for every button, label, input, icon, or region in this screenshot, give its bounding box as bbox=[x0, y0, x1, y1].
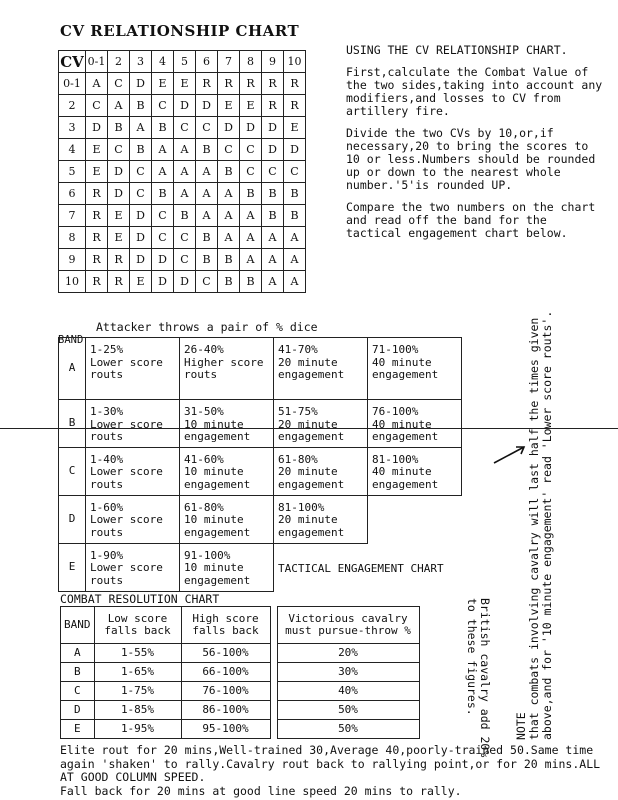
resolution-header: Low score falls back bbox=[94, 607, 181, 644]
resolution-caption: COMBAT RESOLUTION CHART bbox=[60, 592, 220, 606]
cv-row bbox=[59, 95, 306, 117]
resolution-cell: 56-100% bbox=[181, 644, 270, 663]
engagement-cell-line: 81-100% bbox=[372, 452, 419, 466]
engagement-cell-line: engagement bbox=[184, 525, 251, 539]
cv-cell: R bbox=[262, 73, 284, 95]
engagement-row bbox=[59, 543, 462, 591]
engagement-cell-line: engagement bbox=[372, 430, 439, 443]
cv-cell: R bbox=[86, 205, 108, 227]
engagement-cell bbox=[180, 543, 274, 591]
engagement-cell bbox=[86, 338, 180, 400]
cv-cell: B bbox=[174, 205, 196, 227]
cv-column-header: 7 bbox=[218, 51, 240, 73]
resolution-cell: 1-55% bbox=[94, 644, 181, 663]
cv-cell: D bbox=[152, 249, 174, 271]
engagement-cell-line: routs bbox=[90, 573, 124, 587]
cv-cell: B bbox=[240, 183, 262, 205]
cv-column-header: 6 bbox=[196, 51, 218, 73]
engagement-cell-line: 76-100% bbox=[372, 405, 419, 418]
engagement-row bbox=[59, 338, 462, 400]
cv-column-header: 9 bbox=[262, 51, 284, 73]
resolution-cell: 1-85% bbox=[94, 701, 181, 720]
cv-cell: A bbox=[174, 183, 196, 205]
band-letter: C bbox=[59, 447, 86, 495]
cv-cell: A bbox=[262, 271, 284, 293]
engagement-chart-name: TACTICAL ENGAGEMENT CHART bbox=[278, 561, 444, 575]
cv-cell: B bbox=[152, 183, 174, 205]
engagement-cell bbox=[86, 447, 180, 495]
engagement-cell bbox=[86, 400, 180, 448]
engagement-cell bbox=[368, 447, 462, 495]
engagement-cell-line: 10 minute bbox=[184, 561, 244, 574]
band-letter: E bbox=[59, 543, 86, 591]
cv-cell: E bbox=[240, 95, 262, 117]
cv-cell: E bbox=[152, 73, 174, 95]
engagement-cell bbox=[274, 495, 368, 543]
cv-row bbox=[59, 73, 306, 95]
resolution-cell: 50% bbox=[277, 701, 419, 720]
cv-cell: B bbox=[218, 249, 240, 271]
engagement-cell-line: 1-90% bbox=[90, 548, 124, 562]
cv-cell: B bbox=[130, 139, 152, 161]
resolution-cell: 20% bbox=[277, 644, 419, 663]
engagement-cell bbox=[274, 400, 368, 448]
instruction-paragraph: Compare the two numbers on the chart and read off the band for the tactical engagement chart below. bbox=[346, 200, 596, 240]
engagement-cell bbox=[180, 338, 274, 400]
cv-column-header: 0-1 bbox=[86, 51, 108, 73]
engagement-caption: Attacker throws a pair of % dice bbox=[96, 320, 318, 334]
cv-cell: D bbox=[174, 95, 196, 117]
resolution-cell: 76-100% bbox=[181, 682, 270, 701]
cv-row bbox=[59, 227, 306, 249]
cv-cell: A bbox=[240, 249, 262, 271]
cv-cell: C bbox=[284, 161, 306, 183]
engagement-cell-line: engagement bbox=[372, 368, 439, 381]
cv-cell: A bbox=[196, 161, 218, 183]
engagement-cell-line: routs bbox=[90, 525, 124, 539]
cv-cell: B bbox=[108, 117, 130, 139]
cv-cell: B bbox=[218, 271, 240, 293]
cv-row bbox=[59, 117, 306, 139]
cv-cell: C bbox=[196, 117, 218, 139]
cv-cell: D bbox=[262, 117, 284, 139]
cv-cell: B bbox=[262, 205, 284, 227]
instruction-paragraph: USING THE CV RELATIONSHIP CHART. bbox=[346, 43, 568, 57]
cv-cell: R bbox=[262, 95, 284, 117]
engagement-cell-line: engagement bbox=[372, 477, 439, 491]
cv-cell: E bbox=[130, 271, 152, 293]
cv-row bbox=[59, 139, 306, 161]
cv-cell: D bbox=[240, 117, 262, 139]
cv-column-header: 5 bbox=[174, 51, 196, 73]
cv-row-header: 8 bbox=[59, 227, 86, 249]
engagement-row bbox=[59, 400, 462, 448]
resolution-row bbox=[61, 644, 420, 663]
engagement-cell-line: 1-25% bbox=[90, 343, 124, 356]
cv-cell: D bbox=[130, 73, 152, 95]
instruction-paragraph: First,calculate the Combat Value of the two sides,taking into account any modifiers,and losses to CV from artillery fire. bbox=[346, 65, 603, 118]
cv-cell: R bbox=[86, 249, 108, 271]
tactical-engagement-table bbox=[58, 337, 462, 592]
cv-cell: A bbox=[284, 271, 306, 293]
cv-cell: D bbox=[284, 139, 306, 161]
cv-row-header: 2 bbox=[59, 95, 86, 117]
cv-cell: E bbox=[108, 227, 130, 249]
cv-cell: E bbox=[108, 205, 130, 227]
cv-row bbox=[59, 271, 306, 293]
resolution-row bbox=[61, 663, 420, 682]
cv-cell: C bbox=[240, 139, 262, 161]
resolution-cell: 30% bbox=[277, 663, 419, 682]
cv-cell: B bbox=[152, 117, 174, 139]
engagement-row bbox=[59, 495, 462, 543]
resolution-cell: A bbox=[61, 644, 95, 663]
engagement-cell bbox=[180, 400, 274, 448]
cv-row-header: 6 bbox=[59, 183, 86, 205]
cv-cell: A bbox=[284, 227, 306, 249]
cv-cell: C bbox=[152, 95, 174, 117]
cv-cell: A bbox=[218, 205, 240, 227]
cv-cell: C bbox=[152, 227, 174, 249]
cv-cell: R bbox=[218, 73, 240, 95]
engagement-cell-line: 20 minute bbox=[278, 355, 338, 369]
cv-cell: A bbox=[218, 227, 240, 249]
resolution-cell: 1-95% bbox=[94, 720, 181, 739]
engagement-cell-line: engagement bbox=[184, 573, 251, 587]
engagement-cell-line: Lower score bbox=[90, 561, 163, 574]
band-letter: B bbox=[59, 400, 86, 448]
engagement-cell-line: 1-30% bbox=[90, 405, 124, 418]
engagement-cell-line: engagement bbox=[278, 368, 345, 381]
cv-cell: R bbox=[284, 95, 306, 117]
engagement-cell-line: Lower score bbox=[90, 465, 163, 478]
cv-cell: A bbox=[152, 161, 174, 183]
cv-row-header: 0-1 bbox=[59, 73, 86, 95]
engagement-cell-line: engagement bbox=[278, 430, 345, 443]
engagement-cell bbox=[274, 447, 368, 495]
engagement-cell-line: 40 minute bbox=[372, 355, 432, 369]
cv-cell: B bbox=[196, 249, 218, 271]
cv-cell: D bbox=[196, 95, 218, 117]
cv-row-header: 7 bbox=[59, 205, 86, 227]
cv-cell: E bbox=[86, 161, 108, 183]
cv-cell: D bbox=[108, 161, 130, 183]
column-gap bbox=[270, 607, 277, 644]
engagement-cell bbox=[274, 338, 368, 400]
resolution-header: BAND bbox=[61, 607, 95, 644]
engagement-cell-line: 20 minute bbox=[278, 465, 338, 478]
cv-cell: E bbox=[284, 117, 306, 139]
cv-cell: A bbox=[196, 183, 218, 205]
resolution-cell: 86-100% bbox=[181, 701, 270, 720]
cv-cell: A bbox=[262, 249, 284, 271]
engagement-cell-line: Lower score bbox=[90, 513, 163, 526]
cv-cell: B bbox=[284, 183, 306, 205]
resolution-row bbox=[61, 701, 420, 720]
cv-cell: A bbox=[86, 73, 108, 95]
cavalry-note: NOTE that combats involving cavalry will last half the times given above,and for '10 minute engagement' read 'Lower score routs'. bbox=[514, 310, 554, 740]
engagement-cell-line: 51-75% bbox=[278, 405, 318, 418]
engagement-cell-line: routs bbox=[90, 477, 124, 491]
cv-cell: E bbox=[174, 73, 196, 95]
cv-cell: B bbox=[284, 205, 306, 227]
engagement-cell-line: engagement bbox=[184, 477, 251, 491]
resolution-cell: 1-65% bbox=[94, 663, 181, 682]
resolution-cell: C bbox=[61, 682, 95, 701]
engagement-cell bbox=[86, 543, 180, 591]
engagement-cell-line: 31-50% bbox=[184, 405, 224, 418]
cv-cell: C bbox=[240, 161, 262, 183]
cv-cell: E bbox=[86, 139, 108, 161]
engagement-cell-line: routs bbox=[90, 430, 124, 443]
cv-cell: A bbox=[262, 227, 284, 249]
instruction-paragraph: Divide the two CVs by 10,or,if necessary,20 to bring the scores to 10 or less.Numbers should be rounded up or down to the nearest whole number.'5'is rounded UP. bbox=[346, 126, 596, 192]
cv-cell: D bbox=[130, 227, 152, 249]
cv-cell: D bbox=[86, 117, 108, 139]
cv-row-header: 4 bbox=[59, 139, 86, 161]
cv-row bbox=[59, 183, 306, 205]
cv-column-header: 2 bbox=[108, 51, 130, 73]
cv-cell: A bbox=[196, 205, 218, 227]
engagement-cell-line: engagement bbox=[184, 430, 251, 443]
engagement-cell-line: 61-80% bbox=[278, 452, 318, 466]
cv-cell: D bbox=[108, 183, 130, 205]
resolution-cell: 66-100% bbox=[181, 663, 270, 682]
cv-cell: R bbox=[86, 183, 108, 205]
engagement-row bbox=[59, 447, 462, 495]
cv-cell: C bbox=[130, 161, 152, 183]
resolution-cell: D bbox=[61, 701, 95, 720]
engagement-cell-line: routs bbox=[184, 368, 218, 381]
resolution-row bbox=[61, 720, 420, 739]
cv-cell: R bbox=[86, 227, 108, 249]
cv-cell: A bbox=[152, 139, 174, 161]
cv-cell: A bbox=[240, 227, 262, 249]
band-letter: A bbox=[59, 338, 86, 400]
engagement-cell-line: 91-100% bbox=[184, 548, 231, 562]
engagement-cell-line: engagement bbox=[278, 477, 345, 491]
engagement-cell-line: Lower score bbox=[90, 417, 163, 431]
engagement-cell-line: 1-40% bbox=[90, 452, 124, 466]
engagement-cell-line: 61-80% bbox=[184, 500, 224, 514]
column-gap bbox=[270, 663, 277, 682]
cv-cell: B bbox=[130, 95, 152, 117]
cv-row-header: 10 bbox=[59, 271, 86, 293]
engagement-cell-line: 10 minute bbox=[184, 465, 244, 478]
cv-relationship-table bbox=[58, 50, 306, 293]
cv-cell: B bbox=[240, 271, 262, 293]
cv-column-header: 10 bbox=[284, 51, 306, 73]
instructions bbox=[346, 44, 606, 249]
column-gap bbox=[270, 644, 277, 663]
cv-row bbox=[59, 161, 306, 183]
engagement-cell-line: 41-60% bbox=[184, 452, 224, 466]
cv-cell: D bbox=[174, 271, 196, 293]
cv-cell: C bbox=[262, 161, 284, 183]
cv-row bbox=[59, 249, 306, 271]
band-header: BAND bbox=[58, 334, 84, 346]
engagement-cell-line: Higher score bbox=[184, 355, 264, 369]
cv-cell: B bbox=[196, 139, 218, 161]
engagement-cell-line: 40 minute bbox=[372, 465, 432, 478]
engagement-cell-line: 71-100% bbox=[372, 343, 419, 356]
column-gap bbox=[270, 682, 277, 701]
cv-cell: R bbox=[196, 73, 218, 95]
cv-cell: C bbox=[174, 227, 196, 249]
british-cavalry-note: British cavalry add 20% to these figures. bbox=[465, 598, 492, 758]
footer-text bbox=[60, 744, 605, 798]
resolution-header: Victorious cavalry must pursue-throw % bbox=[277, 607, 419, 644]
cv-row-header: 3 bbox=[59, 117, 86, 139]
engagement-cell-line: 10 minute bbox=[184, 417, 244, 431]
engagement-cell-line: 20 minute bbox=[278, 513, 338, 526]
resolution-cell: 40% bbox=[277, 682, 419, 701]
cv-cell: C bbox=[130, 183, 152, 205]
cv-cell: R bbox=[240, 73, 262, 95]
cv-cell: A bbox=[108, 95, 130, 117]
cv-cell: D bbox=[262, 139, 284, 161]
column-gap bbox=[270, 701, 277, 720]
cv-cell: C bbox=[108, 139, 130, 161]
engagement-cell-line: 40 minute bbox=[372, 417, 432, 431]
column-gap bbox=[270, 720, 277, 739]
resolution-cell: 95-100% bbox=[181, 720, 270, 739]
cv-cell: R bbox=[86, 271, 108, 293]
engagement-cell-line: 1-60% bbox=[90, 500, 124, 514]
cv-row-header: 5 bbox=[59, 161, 86, 183]
cv-cell: E bbox=[218, 95, 240, 117]
cv-cell: A bbox=[174, 139, 196, 161]
cv-cell: R bbox=[108, 249, 130, 271]
engagement-cell bbox=[180, 447, 274, 495]
engagement-cell bbox=[368, 400, 462, 448]
cv-cell: A bbox=[240, 205, 262, 227]
engagement-cell bbox=[368, 338, 462, 400]
cv-cell: C bbox=[86, 95, 108, 117]
cv-cell: C bbox=[196, 271, 218, 293]
resolution-header: High score falls back bbox=[181, 607, 270, 644]
engagement-cell-line: 26-40% bbox=[184, 343, 224, 356]
footer-paragraph: Elite rout for 20 mins,Well-trained 30,Average 40,poorly-trained 50.Same time again 'shaken' to rally.Cavalry rout back to rallying point,or for 20 mins.ALL AT GOOD COLUMN SPEED. bbox=[60, 743, 601, 784]
cv-column-header: 8 bbox=[240, 51, 262, 73]
cv-cell: D bbox=[152, 271, 174, 293]
resolution-row bbox=[61, 682, 420, 701]
engagement-cell-line: Lower score bbox=[90, 355, 163, 369]
band-letter: D bbox=[59, 495, 86, 543]
cv-cell: C bbox=[152, 205, 174, 227]
cv-cell: B bbox=[196, 227, 218, 249]
cv-cell: B bbox=[218, 161, 240, 183]
cv-cell: A bbox=[130, 117, 152, 139]
engagement-cell-line: 10 minute bbox=[184, 513, 244, 526]
resolution-cell: 50% bbox=[277, 720, 419, 739]
cv-cell: A bbox=[284, 249, 306, 271]
cv-column-header: 4 bbox=[152, 51, 174, 73]
resolution-cell: 1-75% bbox=[94, 682, 181, 701]
engagement-cell-line: 20 minute bbox=[278, 417, 338, 431]
engagement-cell bbox=[180, 495, 274, 543]
cv-row-header: 9 bbox=[59, 249, 86, 271]
page-title: CV RELATIONSHIP CHART bbox=[60, 22, 300, 40]
cv-cell: C bbox=[218, 139, 240, 161]
engagement-cell-line: 81-100% bbox=[278, 500, 325, 514]
cv-cell: A bbox=[174, 161, 196, 183]
cv-cell: R bbox=[108, 271, 130, 293]
engagement-cell-line: engagement bbox=[278, 525, 345, 539]
engagement-cell-line: routs bbox=[90, 368, 124, 381]
cv-cell: R bbox=[284, 73, 306, 95]
combat-resolution-table bbox=[60, 606, 420, 739]
cv-cell: B bbox=[262, 183, 284, 205]
cv-cell: D bbox=[130, 205, 152, 227]
empty-cell bbox=[368, 495, 462, 543]
cv-cell: D bbox=[218, 117, 240, 139]
cv-corner: CV bbox=[60, 52, 84, 71]
cv-column-header: 3 bbox=[130, 51, 152, 73]
cv-cell: C bbox=[174, 249, 196, 271]
resolution-header-row bbox=[61, 607, 420, 644]
cv-cell: C bbox=[108, 73, 130, 95]
engagement-cell-line: 41-70% bbox=[278, 343, 318, 356]
cv-cell: D bbox=[130, 249, 152, 271]
resolution-cell: B bbox=[61, 663, 95, 682]
cv-cell: C bbox=[174, 117, 196, 139]
resolution-cell: E bbox=[61, 720, 95, 739]
cv-row bbox=[59, 205, 306, 227]
cv-cell: A bbox=[218, 183, 240, 205]
footer-paragraph: Fall back for 20 mins at good line speed 20 mins to rally. bbox=[60, 783, 462, 798]
engagement-cell bbox=[86, 495, 180, 543]
